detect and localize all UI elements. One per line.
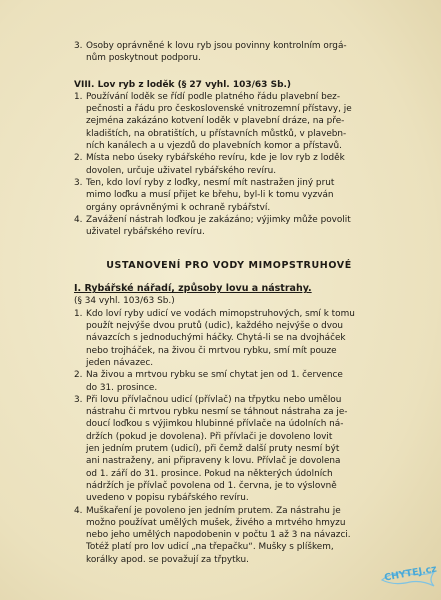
- item-number: 1.: [74, 91, 83, 102]
- text-line: nástrahu či mrtvou rybku nesmí se táhnout nástraha za je-: [86, 407, 348, 418]
- text-line: mimo loďku a musí přijet ke břehu, byl-li k tomu vyzván: [86, 190, 334, 201]
- text-line: uvedeno v popisu rybářského revíru.: [86, 493, 249, 504]
- list-item: [74, 308, 426, 369]
- text-line: jen jedním prutem (udicí), při čemž další pruty nesmí být: [86, 444, 340, 455]
- item-number: 2.: [74, 370, 83, 381]
- text-line: nebo jeho umělých napodobenin v počtu 1 až 3 na návazci.: [86, 530, 351, 541]
- text-line: Místa nebo úseky rybářského revíru, kde je lov ryb z loděk: [86, 153, 345, 164]
- text-line: Na živou a mrtvou rybku se smí chytat jen od 1. července: [86, 370, 343, 381]
- text-line: zejména zakázáno kotvení loděk v plavební dráze, na pře-: [86, 116, 345, 127]
- page-title: USTANOVENÍ PRO VODY MIMOPSTRUHOVÉ: [106, 260, 352, 272]
- text-line: ani nastraženy, ani připraveny k lovu. Přívlač je dovolena: [86, 456, 341, 467]
- section-heading: VIII. Lov ryb z loděk (§ 27 vyhl. 103/63 Sb.): [74, 79, 292, 90]
- section-subheading: (§ 34 vyhl. 103/63 Sb.): [74, 296, 175, 307]
- text-line: ních kanálech a u vjezdů do plavebních komor a přístavů.: [86, 141, 343, 152]
- text-line: pečnosti a řádu pro československé vnitrozemní přístavy, je: [86, 104, 352, 115]
- text-line: korálky apod. se považují za třpytku.: [86, 554, 249, 565]
- text-line: Ten, kdo loví ryby z loďky, nesmí mít nastražen jiný prut: [86, 177, 335, 188]
- list-item: [74, 91, 426, 152]
- text-line: doucí loďkou s výjimkou hlubinné přívlače na údolních ná-: [86, 419, 344, 430]
- list-item: [74, 505, 426, 566]
- section-heading: I. Rybářské nářadí, způsoby lovu a nástrahy.: [74, 283, 312, 295]
- item-number: 4.: [74, 505, 83, 516]
- item-text: [86, 369, 426, 394]
- text-line: Kdo loví ryby udicí ve vodách mimopstruhových, smí k tomu: [86, 308, 355, 319]
- text-line: Osoby oprávněné k lovu ryb jsou povinny kontrolním orgá-: [86, 41, 347, 51]
- text-line: nebo trojháček, na živou či mrtvou rybku, smí mít pouze: [86, 345, 337, 356]
- text-line: dovolen, určuje uživatel rybářského revíru.: [86, 165, 277, 176]
- list-item: [74, 40, 426, 65]
- list-item: [74, 394, 426, 505]
- item-number: 3.: [74, 177, 83, 188]
- text-line: od 1. září do 31. prosince. Pokud na některých údolních: [86, 468, 333, 479]
- list-item: [74, 152, 426, 177]
- item-text: [86, 91, 426, 152]
- text-line: držích (pokud je dovolena). Při přívlači je dovoleno lovit: [86, 431, 333, 442]
- text-line: Muškaření je povoleno jen jedním prutem. Za nástrahu je: [86, 505, 341, 516]
- item-text: [86, 505, 426, 566]
- text-line: nádržích je přívlač povolena od 1. června, je to výslovně: [86, 480, 337, 491]
- item-text: [86, 308, 426, 369]
- text-line: do 31. prosince.: [86, 382, 158, 393]
- text-line: uživatel rybářského revíru.: [86, 227, 205, 238]
- item-number: 3.: [74, 41, 83, 51]
- list-item: [74, 177, 426, 214]
- item-text: [86, 152, 426, 177]
- text-line: kladištích, na obratištích, u přístavních můstků, v plavebn-: [86, 128, 347, 139]
- item-text: [86, 394, 426, 505]
- text-line: možno používat umělých mušek, živého a mrtvého hmyzu: [86, 517, 346, 528]
- text-line: návazcích s jednoduchými háčky. Chytá-li se na dvojháček: [86, 333, 346, 344]
- item-number: 1.: [74, 308, 83, 319]
- item-text: [86, 177, 426, 214]
- text-line: nům poskytnout podporu.: [86, 53, 201, 64]
- text-line: orgány oprávněnými k ochraně rybářství.: [86, 202, 271, 213]
- list-item: [74, 214, 426, 239]
- text-line: Zavážení nástrah loďkou je zakázáno; výjimky může povolit: [86, 214, 351, 225]
- list-item: [74, 369, 426, 394]
- text-line: použít nejvýše dvou prutů (udic), každého nejvýše o dvou: [86, 321, 344, 332]
- item-number: 4.: [74, 214, 83, 225]
- text-line: Používání loděk se řídí podle platného řádu plavební bez-: [86, 91, 341, 102]
- text-line: Při lovu přívlačnou udicí (přívlač) na třpytku nebo umělou: [86, 394, 342, 405]
- item-number: 2.: [74, 153, 83, 164]
- item-number: 3.: [74, 394, 83, 405]
- item-text: [86, 214, 426, 239]
- text-line: jeden návazec.: [86, 357, 154, 368]
- text-line: Totéž platí pro lov udicí „na třepačku“. Mušky s plíškem,: [86, 542, 334, 553]
- watermark-logo: CHYTEJ.cz: [383, 563, 438, 584]
- item-text: [86, 40, 426, 65]
- document-content: [74, 40, 426, 566]
